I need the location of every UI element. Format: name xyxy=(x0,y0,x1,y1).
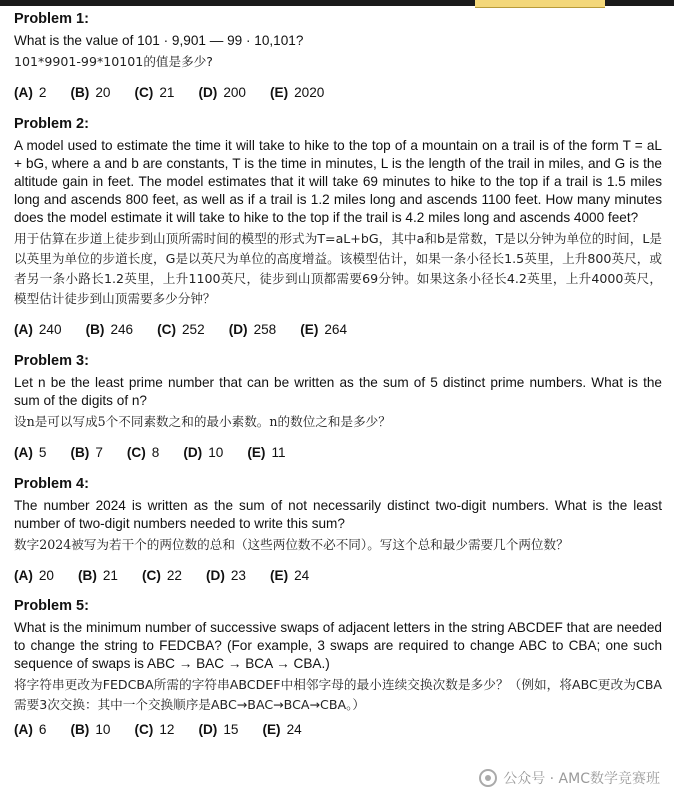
problem-2 xyxy=(14,115,662,339)
answer-choices xyxy=(14,721,662,739)
problem-text-chinese: 将字符串更改为FEDCBA所需的字符串ABCDEF中相邻字母的最小连续交换次数是多少？（例如，将ABC更改为CBA需要3次交换：其中一个交换顺序是ABC→BAC→BCA→CBA。） xyxy=(14,677,662,712)
choice-b: (B) 7 xyxy=(70,445,103,460)
problem-text-english: What is the value of 101 · 9,901 — 99 · 10,101? xyxy=(14,33,304,48)
choice-c: (C) 21 xyxy=(134,85,175,100)
problem-1 xyxy=(14,10,662,102)
choice-b: (B) 10 xyxy=(70,722,111,737)
problem-text-english: The number 2024 is written as the sum of not necessarily distinct two-digit numbers. What is the least number of two-digit numbers needed to write this sum? xyxy=(14,498,662,531)
choice-d: (D) 10 xyxy=(183,445,224,460)
choice-d: (D) 200 xyxy=(198,85,246,100)
choice-a: (A) 20 xyxy=(14,568,54,583)
choice-c: (C) 22 xyxy=(142,568,182,583)
choice-a: (A) 240 xyxy=(14,322,62,337)
problem-text-chinese: 用于估算在步道上徒步到山顶所需时间的模型的形式为T=aL+bG，其中a和b是常数，T是以分钟为单位的时间，L是以英里为单位的步道长度，G是以英尺为单位的高度增益。该模型估计，如果一条小径长1.5英里，上升800英尺，或者另一条小路长1.2英里，上升1100英尺，徒步到山顶都需要69分钟。如果这条小径长4.2英里，上升4000英尺，模型估计徒步到山顶需要多少分钟？ xyxy=(14,231,662,306)
problem-4 xyxy=(14,475,662,585)
problem-text-english: A model used to estimate the time it will take to hike to the top of a mountain on a trail is of the form T = aL + bG, where a and b are constants, T is the time in minutes, L is the length of the trail in miles, and G is the altitude gain in feet. The model estimates that it will take 69 minutes to hike to the top if a trail is 1.5 miles long and ascends 800 feet, as well as if a trail is 1.2 miles long and ascends 1100 feet. How many minutes does the model estimate it will take to hike to the top if the trail is 4.2 miles long and ascends 4000 feet? xyxy=(14,138,662,225)
header-banner-fragment xyxy=(475,0,605,8)
problem-text-chinese: 101*9901-99*10101的值是多少? xyxy=(14,54,213,69)
wechat-official-account-icon xyxy=(479,769,497,787)
problem-text-chinese: 数字2024被写为若干个的两位数的总和（这些两位数不必不同）。写这个总和最少需要几个两位数？ xyxy=(14,537,569,552)
choice-a: (A) 6 xyxy=(14,722,47,737)
problem-5 xyxy=(14,597,662,739)
choice-e: (E) 24 xyxy=(270,568,310,583)
choice-e: (E) 264 xyxy=(300,322,348,337)
choice-b: (B) 21 xyxy=(78,568,118,583)
choice-b: (B) 20 xyxy=(70,85,111,100)
problem-title: Problem 2: xyxy=(14,116,89,132)
top-header-strip xyxy=(0,0,674,6)
choice-e: (E) 2020 xyxy=(270,85,325,100)
watermark-text: 公众号 · AMC数学竞赛班 xyxy=(503,771,660,787)
problem-text-english: What is the minimum number of successive swaps of adjacent letters in the string ABCDEF that are needed to change the string to FEDCBA? (For example, 3 swaps are required to change ABC to CBA; one such sequence of swaps is ABC → BAC → BCA → CBA.) xyxy=(14,620,662,671)
problem-text-english: Let n be the least prime number that can be written as the sum of 5 distinct prime numbers. What is the sum of the digits of n? xyxy=(14,375,662,408)
choice-c: (C) 8 xyxy=(126,445,160,460)
choice-a: (A) 2 xyxy=(14,85,47,100)
choice-c: (C) 12 xyxy=(134,722,175,737)
problem-list xyxy=(14,8,662,739)
problem-title: Problem 1: xyxy=(14,11,89,27)
choice-e: (E) 24 xyxy=(262,722,302,737)
choice-d: (D) 258 xyxy=(228,322,277,337)
problem-text-chinese: 设n是可以写成5个不同素数之和的最小素数。n的数位之和是多少？ xyxy=(14,414,391,429)
problem-title: Problem 4: xyxy=(14,476,89,492)
problem-title: Problem 3: xyxy=(14,353,89,369)
problem-3 xyxy=(14,352,662,462)
problem-title: Problem 5: xyxy=(14,598,89,614)
answer-choices xyxy=(14,444,662,462)
choice-a: (A) 5 xyxy=(14,445,47,460)
answer-choices xyxy=(14,321,662,339)
choice-b: (B) 246 xyxy=(85,322,134,337)
answer-choices xyxy=(14,567,662,585)
choice-d: (D) 23 xyxy=(206,568,246,583)
watermark xyxy=(479,768,660,788)
choice-d: (D) 15 xyxy=(198,722,239,737)
choice-c: (C) 252 xyxy=(157,322,205,337)
answer-choices xyxy=(14,84,662,102)
choice-e: (E) 11 xyxy=(247,445,286,460)
